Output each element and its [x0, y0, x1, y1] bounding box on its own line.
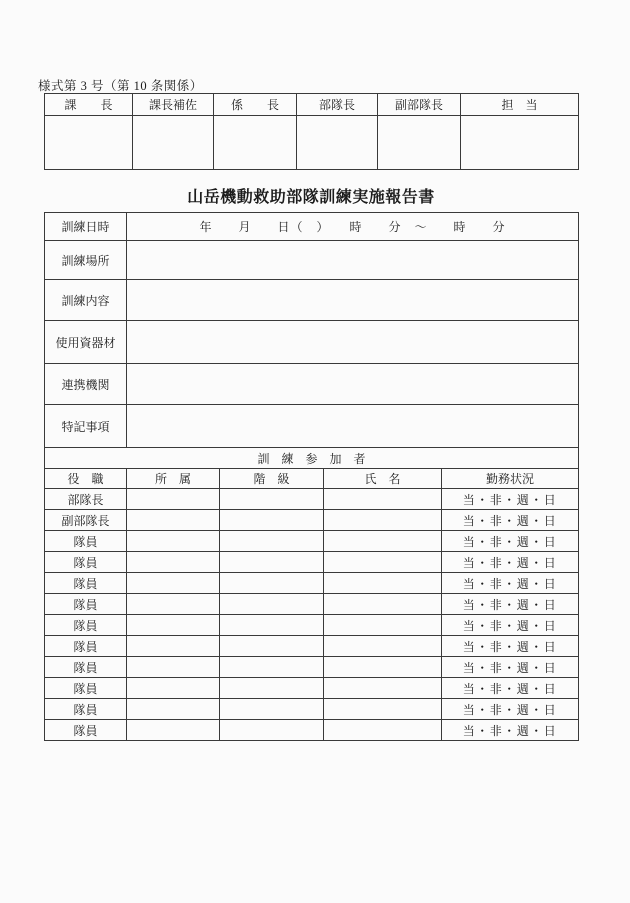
- participant-rank: [220, 510, 324, 531]
- participant-row: [45, 489, 579, 510]
- approval-col-kacho: 課 長: [45, 94, 133, 116]
- participant-row: [45, 636, 579, 657]
- participant-role: 隊員: [45, 636, 127, 657]
- participant-name: [324, 489, 442, 510]
- participant-role: 隊員: [45, 573, 127, 594]
- approval-sig-cell: [214, 116, 297, 170]
- value-training-content: [127, 280, 579, 321]
- label-cooperating-agency: 連携機関: [45, 364, 127, 405]
- value-equipment-used: [127, 321, 579, 364]
- value-special-notes: [127, 405, 579, 448]
- participant-row: [45, 657, 579, 678]
- participant-row: [45, 720, 579, 741]
- approval-col-kachohosa: 課長補佐: [133, 94, 214, 116]
- label-equipment-used: 使用資器材: [45, 321, 127, 364]
- value-training-datetime: 年 月 日（ ） 時 分 ～ 時 分: [127, 213, 579, 241]
- participant-row: [45, 573, 579, 594]
- participant-affiliation: [127, 510, 220, 531]
- label-special-notes: 特記事項: [45, 405, 127, 448]
- participant-name: [324, 720, 442, 741]
- label-training-content: 訓練内容: [45, 280, 127, 321]
- participant-name: [324, 657, 442, 678]
- participant-rank: [220, 678, 324, 699]
- approval-stamp-table: [44, 93, 579, 170]
- form-number: 様式第 3 号（第 10 条関係）: [38, 79, 203, 93]
- participant-name: [324, 615, 442, 636]
- participant-rank: [220, 531, 324, 552]
- participants-section-title: 訓 練 参 加 者: [45, 448, 579, 469]
- participant-role: 部隊長: [45, 489, 127, 510]
- participants-col-affiliation: 所 属: [127, 469, 220, 489]
- participant-name: [324, 636, 442, 657]
- participant-name: [324, 552, 442, 573]
- row-training-content: [45, 280, 579, 321]
- approval-sig-cell: [133, 116, 214, 170]
- participant-name: [324, 594, 442, 615]
- row-training-place: [45, 241, 579, 280]
- participants-col-rank: 階 級: [220, 469, 324, 489]
- participant-affiliation: [127, 615, 220, 636]
- participant-rank: [220, 552, 324, 573]
- label-training-place: 訓練場所: [45, 241, 127, 280]
- participant-duty-status: 当・非・週・日: [442, 699, 579, 720]
- participant-affiliation: [127, 594, 220, 615]
- row-training-datetime: [45, 213, 579, 241]
- participant-name: [324, 510, 442, 531]
- participants-col-role: 役 職: [45, 469, 127, 489]
- participant-row: [45, 552, 579, 573]
- participant-rank: [220, 615, 324, 636]
- participant-affiliation: [127, 552, 220, 573]
- value-cooperating-agency: [127, 364, 579, 405]
- approval-col-kakaricho: 係 長: [214, 94, 297, 116]
- participant-affiliation: [127, 489, 220, 510]
- approval-sig-cell: [45, 116, 133, 170]
- training-report-table: [44, 212, 579, 741]
- participants-col-dutystatus: 勤務状況: [442, 469, 579, 489]
- participant-affiliation: [127, 657, 220, 678]
- participant-role: 隊員: [45, 678, 127, 699]
- participant-role: 副部隊長: [45, 510, 127, 531]
- approval-header-row: [45, 94, 579, 116]
- participant-rank: [220, 489, 324, 510]
- approval-col-tanto: 担 当: [461, 94, 579, 116]
- participant-duty-status: 当・非・週・日: [442, 720, 579, 741]
- participant-affiliation: [127, 699, 220, 720]
- participant-duty-status: 当・非・週・日: [442, 489, 579, 510]
- row-special-notes: [45, 405, 579, 448]
- participant-rank: [220, 594, 324, 615]
- approval-sig-cell: [297, 116, 378, 170]
- row-equipment-used: [45, 321, 579, 364]
- participant-role: 隊員: [45, 657, 127, 678]
- participant-role: 隊員: [45, 615, 127, 636]
- participant-duty-status: 当・非・週・日: [442, 636, 579, 657]
- participant-duty-status: 当・非・週・日: [442, 657, 579, 678]
- participant-affiliation: [127, 573, 220, 594]
- participant-row: [45, 594, 579, 615]
- approval-sig-cell: [378, 116, 461, 170]
- participant-name: [324, 678, 442, 699]
- participants-section-row: [45, 448, 579, 469]
- participant-affiliation: [127, 720, 220, 741]
- approval-col-fukubutaicho: 副部隊長: [378, 94, 461, 116]
- participant-role: 隊員: [45, 720, 127, 741]
- participant-row: [45, 615, 579, 636]
- participant-duty-status: 当・非・週・日: [442, 678, 579, 699]
- participant-row: [45, 678, 579, 699]
- participant-duty-status: 当・非・週・日: [442, 531, 579, 552]
- participant-role: 隊員: [45, 552, 127, 573]
- participant-rank: [220, 699, 324, 720]
- participant-name: [324, 531, 442, 552]
- participant-affiliation: [127, 636, 220, 657]
- participant-affiliation: [127, 531, 220, 552]
- participant-name: [324, 699, 442, 720]
- page-title: 山岳機動救助部隊訓練実施報告書: [187, 189, 435, 206]
- participant-duty-status: 当・非・週・日: [442, 552, 579, 573]
- participant-row: [45, 510, 579, 531]
- participant-role: 隊員: [45, 531, 127, 552]
- participant-duty-status: 当・非・週・日: [442, 615, 579, 636]
- label-training-datetime: 訓練日時: [45, 213, 127, 241]
- participant-row: [45, 531, 579, 552]
- participant-role: 隊員: [45, 699, 127, 720]
- participant-role: 隊員: [45, 594, 127, 615]
- participant-rank: [220, 657, 324, 678]
- participant-affiliation: [127, 678, 220, 699]
- participants-header-row: [45, 469, 579, 489]
- participants-col-name: 氏 名: [324, 469, 442, 489]
- value-training-place: [127, 241, 579, 280]
- approval-sig-cell: [461, 116, 579, 170]
- participant-rank: [220, 720, 324, 741]
- participant-rank: [220, 573, 324, 594]
- participant-duty-status: 当・非・週・日: [442, 573, 579, 594]
- participant-duty-status: 当・非・週・日: [442, 594, 579, 615]
- row-cooperating-agency: [45, 364, 579, 405]
- approval-col-butaicho: 部隊長: [297, 94, 378, 116]
- participant-rank: [220, 636, 324, 657]
- participant-row: [45, 699, 579, 720]
- approval-signature-row: [45, 116, 579, 170]
- participant-name: [324, 573, 442, 594]
- participant-duty-status: 当・非・週・日: [442, 510, 579, 531]
